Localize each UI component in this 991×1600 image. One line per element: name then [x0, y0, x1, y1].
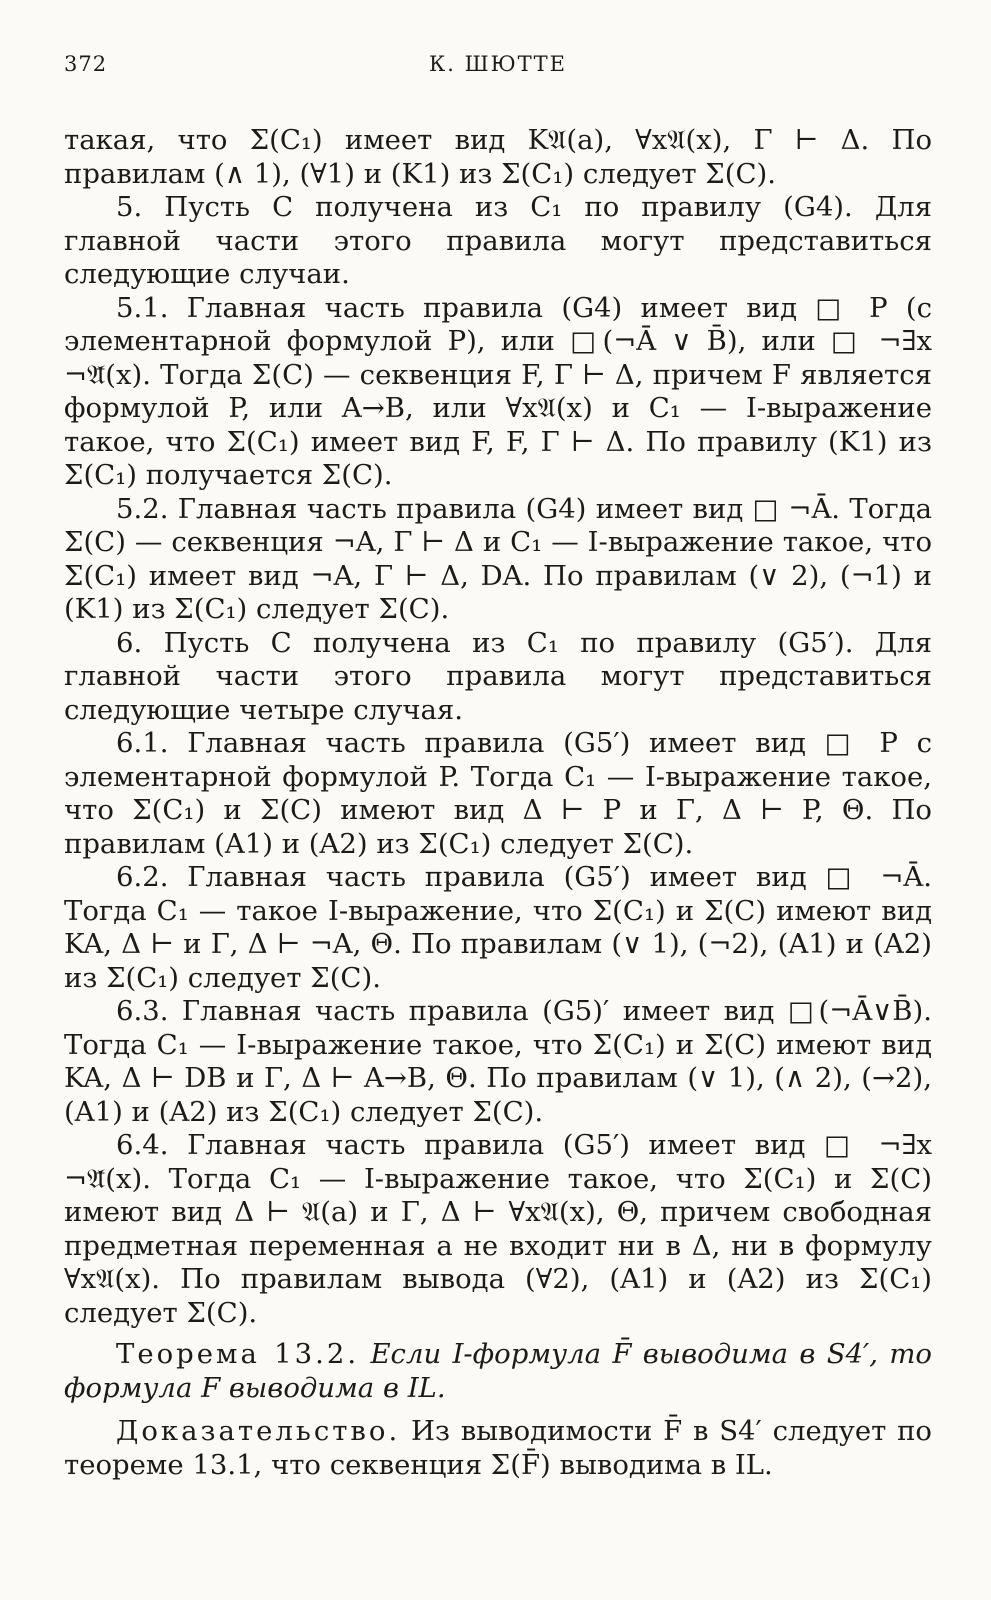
- paragraph-case-5: 5. Пусть C получена из C₁ по правилу (G4). Для главной части этого правила могут представиться следующие случаи.: [64, 191, 932, 290]
- page-header: [64, 52, 932, 86]
- theorem-statement: Если I-формула F̄ выводима в S4′, то формула F выводима в IL.: [64, 1338, 932, 1404]
- paragraph-case-6-2: 6.2. Главная часть правила (G5′) имеет вид □ ¬Ā. Тогда C₁ — такое I-выражение, что Σ(C₁) и Σ(C) имеют вид KA, Δ ⊢ и Γ, Δ ⊢ ¬A, Θ. По правилам (∨ 1), (¬2), (A1) и (A2) из Σ(C₁) следует Σ(C).: [64, 861, 932, 994]
- page-body: [64, 124, 932, 1482]
- paragraph-case-5-1: 5.1. Главная часть правила (G4) имеет вид □ P (с элементарной формулой P), или □(¬Ā ∨ B̄), или □ ¬∃x ¬𝔄̄(x). Тогда Σ(C) — секвенция F, Γ ⊢ Δ, причем F является формулой P, или A→B, или ∀x𝔄(x) и C₁ — I-выражение такое, что Σ(C₁) имеет вид F, F, Γ ⊢ Δ. По правилу (K1) из Σ(C₁) получается Σ(C).: [64, 291, 932, 491]
- paragraph-case-6: 6. Пусть C получена из C₁ по правилу (G5′). Для главной части этого правила могут представиться следующие четыре случая.: [64, 626, 932, 726]
- proof: [64, 1415, 932, 1482]
- paragraph-case-6-1: 6.1. Главная часть правила (G5′) имеет вид □ P с элементарной формулой P. Тогда C₁ — I-выражение такое, что Σ(C₁) и Σ(C) имеют вид Δ ⊢ P и Γ, Δ ⊢ P, Θ. По правилам (A1) и (A2) из Σ(C₁) следует Σ(C).: [64, 727, 932, 860]
- paragraph-case-6-4: 6.4. Главная часть правила (G5′) имеет вид □ ¬∃x ¬𝔄̄(x). Тогда C₁ — I-выражение такое, что Σ(C₁) и Σ(C) имеют вид Δ ⊢ 𝔄(a) и Γ, Δ ⊢ ∀x𝔄(x), Θ, причем свободная предметная переменная a не входит ни в Δ, ни в формулу ∀x𝔄(x). По правилам вывода (∀2), (A1) и (A2) из Σ(C₁) следует Σ(C).: [64, 1129, 932, 1329]
- page-number: 372: [64, 52, 108, 76]
- proof-text: Из выводимости F̄ в S4′ следует по теореме 13.1, что секвенция Σ(F̄) выводима в IL.: [64, 1415, 932, 1481]
- paragraph-case-6-3: 6.3. Главная часть правила (G5)′ имеет вид □(¬Ā∨B̄). Тогда C₁ — I-выражение такое, что Σ(C₁) и Σ(C) имеют вид KA, Δ ⊢ DB и Γ, Δ ⊢ A→B, Θ. По правилам (∨ 1), (∧ 2), (→2), (A1) и (A2) из Σ(C₁) следует Σ(C).: [64, 995, 932, 1128]
- proof-label: Доказательство.: [116, 1415, 401, 1447]
- theorem-13-2: [64, 1338, 932, 1405]
- running-title: К. ШЮТТЕ: [429, 52, 567, 76]
- theorem-label: Теорема 13.2.: [116, 1338, 360, 1370]
- paragraph-case-5-2: 5.2. Главная часть правила (G4) имеет вид □ ¬Ā. Тогда Σ(C) — секвенция ¬A, Γ ⊢ Δ и C₁ — I-выражение такое, что Σ(C₁) имеет вид ¬A, Γ ⊢ Δ, DA. По правилам (∨ 2), (¬1) и (K1) из Σ(C₁) следует Σ(C).: [64, 492, 932, 625]
- paragraph-continuation: такая, что Σ(C₁) имеет вид K𝔄(a), ∀x𝔄(x), Γ ⊢ Δ. По правилам (∧ 1), (∀1) и (K1) из Σ(C₁) следует Σ(C).: [64, 124, 932, 190]
